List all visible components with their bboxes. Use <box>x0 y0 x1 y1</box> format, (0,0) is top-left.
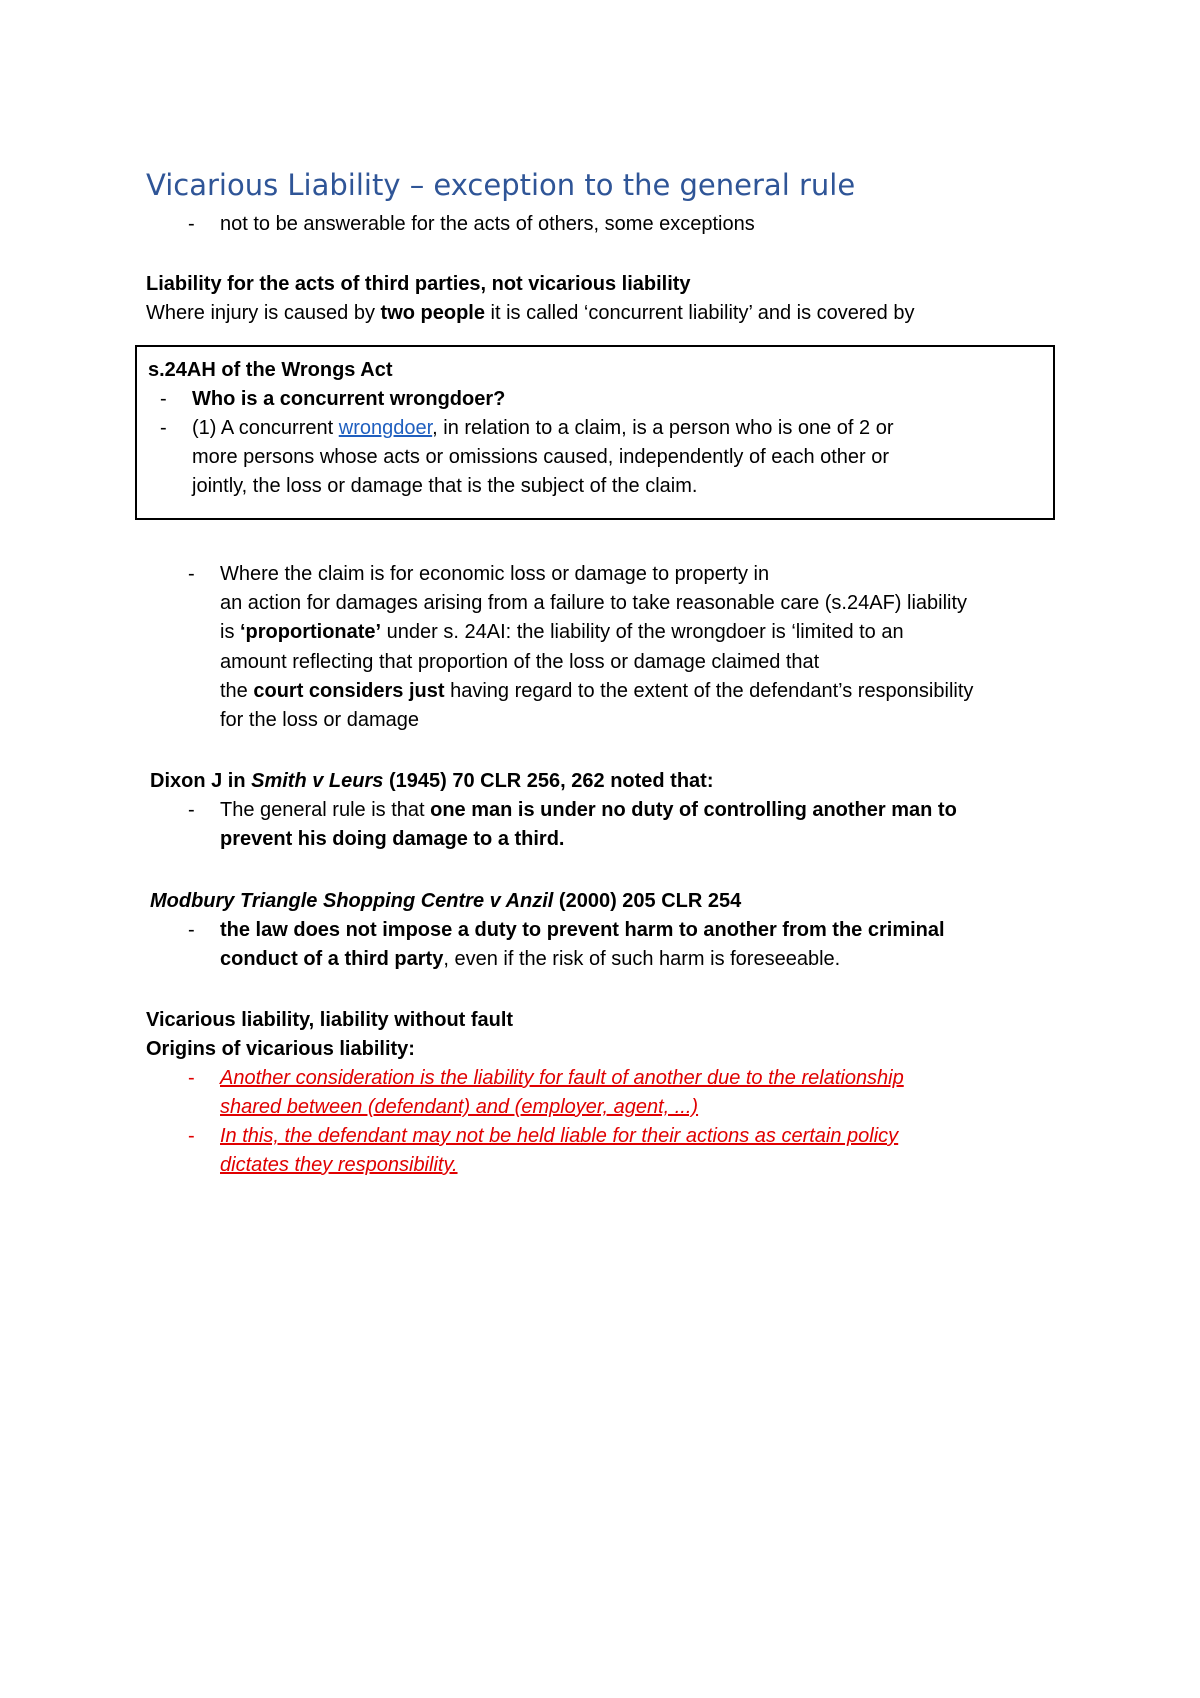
dixon-heading <box>150 767 714 796</box>
intro-bullet-text: not to be answerable for the acts of others, some exceptions <box>220 213 755 235</box>
dixon-bullet-line-2: prevent his doing damage to a third. <box>220 828 565 850</box>
box-bullet-2 <box>192 414 894 443</box>
red-note-2-line-2: dictates they responsibility. <box>220 1154 458 1176</box>
box-bullet-2-pre: (1) A concurrent <box>192 417 339 439</box>
box-bullet-1: Who is a concurrent wrongdoer? <box>192 388 506 410</box>
red-note-1-line-2: shared between (defendant) and (employer, agent, ...) <box>220 1096 699 1118</box>
box-bullet-2-post: , in relation to a claim, is a person who is one of 2 or <box>432 417 894 439</box>
economic-line-3-pre: is <box>220 621 240 643</box>
third-parties-heading: Liability for the acts of third parties, not vicarious liability <box>146 273 691 295</box>
dixon-pre: Dixon J in <box>150 770 252 792</box>
economic-line-1: Where the claim is for economic loss or damage to property in <box>220 563 770 585</box>
third-parties-post: it is called ‘concurrent liability’ and is covered by <box>485 302 915 324</box>
dash-bullet: - <box>188 213 195 235</box>
dixon-bullet-bold: one man is under no duty of controlling another man to <box>430 799 957 821</box>
dixon-case-name: Smith v Leurs <box>251 770 384 792</box>
dixon-bullet-pre: The general rule is that <box>220 799 431 821</box>
modbury-post: (2000) 205 CLR 254 <box>553 890 742 912</box>
economic-line-5-bold: court considers just <box>253 680 445 702</box>
modbury-heading <box>150 887 741 916</box>
third-parties-pre: Where injury is caused by <box>146 302 381 324</box>
page-title: Vicarious Liability – exception to the general rule <box>146 168 856 202</box>
vicarious-heading-2: Origins of vicarious liability: <box>146 1038 415 1060</box>
economic-line-4: amount reflecting that proportion of the loss or damage claimed that <box>220 651 820 673</box>
modbury-bullet-bold: conduct of a third party <box>220 948 444 970</box>
dixon-bullet-line-1 <box>220 796 957 825</box>
dash-bullet: - <box>160 388 167 410</box>
modbury-bullet-line-1: the law does not impose a duty to prevent harm to another from the criminal <box>220 919 945 941</box>
vicarious-heading-1: Vicarious liability, liability without fault <box>146 1009 514 1031</box>
dash-bullet: - <box>160 417 167 439</box>
economic-line-2: an action for damages arising from a failure to take reasonable care (s.24AF) liability <box>220 592 968 614</box>
economic-line-6: for the loss or damage <box>220 709 419 731</box>
dixon-post: (1945) 70 CLR 256, 262 noted that: <box>383 770 714 792</box>
dash-bullet: - <box>188 1067 195 1089</box>
dash-bullet: - <box>188 563 195 585</box>
box-bullet-2-line-3: jointly, the loss or damage that is the subject of the claim. <box>192 475 698 497</box>
third-parties-bold: two people <box>380 302 485 324</box>
economic-line-3-bold: ‘proportionate’ <box>240 621 382 643</box>
modbury-case-name: Modbury Triangle Shopping Centre v Anzil <box>150 890 554 912</box>
economic-line-3-post: under s. 24AI: the liability of the wrongdoer is ‘limited to an <box>381 621 904 643</box>
economic-line-5-post: having regard to the extent of the defendant’s responsibility <box>444 680 974 702</box>
dash-bullet: - <box>188 919 195 941</box>
dash-bullet: - <box>188 1125 195 1147</box>
box-bullet-2-line-2: more persons whose acts or omissions caused, independently of each other or <box>192 446 890 468</box>
modbury-bullet-line-2 <box>220 945 840 974</box>
wrongdoer-link[interactable]: wrongdoer <box>338 417 433 439</box>
box-heading: s.24AH of the Wrongs Act <box>148 359 393 381</box>
economic-line-3 <box>220 618 904 647</box>
modbury-bullet-post: , even if the risk of such harm is foreseeable. <box>443 948 841 970</box>
economic-line-5 <box>220 677 973 706</box>
red-note-1-line-1: Another consideration is the liability for fault of another due to the relationship <box>220 1067 904 1089</box>
third-parties-line <box>146 299 914 328</box>
red-note-2-line-1: In this, the defendant may not be held liable for their actions as certain policy <box>220 1125 899 1147</box>
economic-line-5-pre: the <box>220 680 254 702</box>
dash-bullet: - <box>188 799 195 821</box>
